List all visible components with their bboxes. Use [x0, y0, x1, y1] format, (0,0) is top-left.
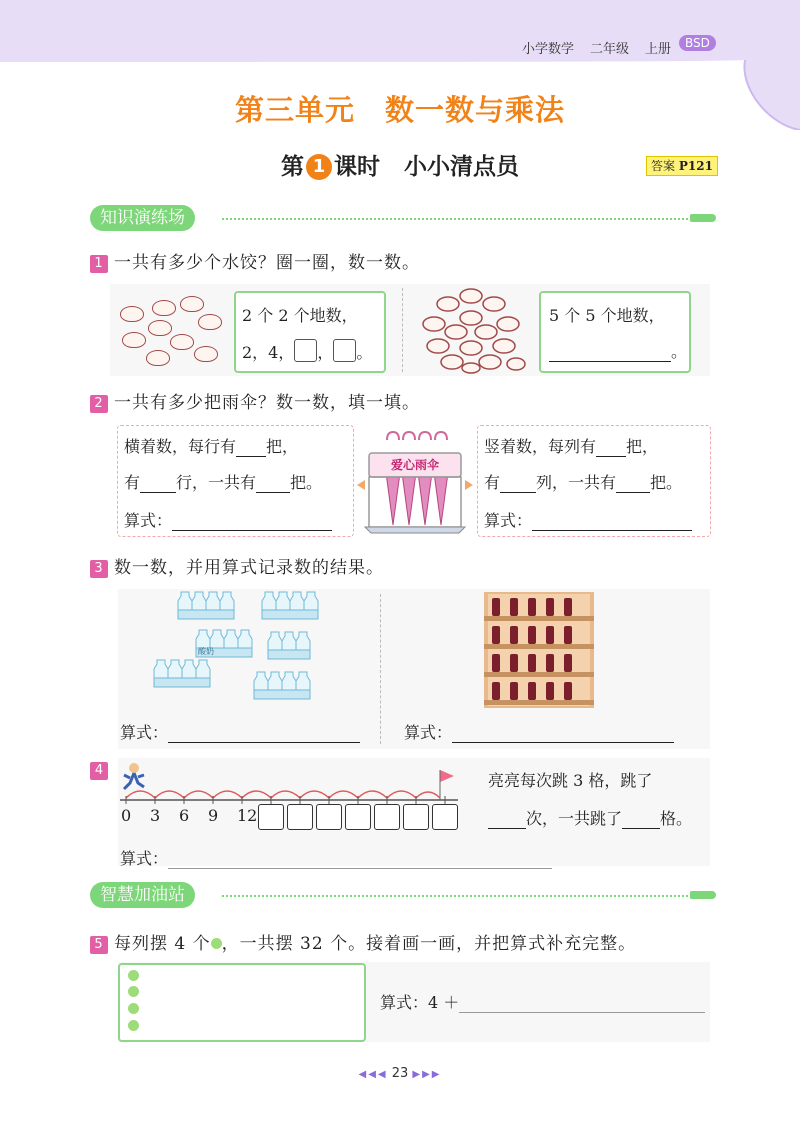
milk-bottles-illustration — [150, 590, 320, 708]
divider — [380, 594, 381, 744]
question-5 — [90, 929, 636, 954]
answer-blank[interactable] — [549, 342, 671, 362]
q2-left-line2: 有 行，一共有 把。 — [124, 473, 323, 492]
lesson-number-badge: 1 — [306, 154, 332, 180]
tick-label: 0 — [121, 806, 132, 825]
answer-cell[interactable] — [403, 804, 429, 830]
green-dot-icon — [128, 970, 139, 981]
answer-blank[interactable] — [236, 437, 266, 457]
q1-right-box — [539, 291, 691, 373]
answer-blank[interactable] — [616, 473, 650, 493]
answer-cell[interactable] — [258, 804, 284, 830]
question-number: 5 — [90, 936, 108, 954]
answer-cell[interactable] — [345, 804, 371, 830]
q2-left-line1: 横着数，每行有 把， — [124, 437, 299, 456]
formula-blank[interactable] — [532, 511, 692, 531]
question-text: 一共有多少把雨伞？数一数，填一填。 — [114, 393, 420, 413]
pencil-icon — [690, 891, 716, 899]
question-1 — [90, 248, 420, 273]
pencil-icon — [690, 214, 716, 222]
umbrella-sign: 爱心雨伞 — [390, 458, 439, 472]
dumpling-icon — [170, 334, 194, 350]
q2-left-formula: 算式： — [124, 508, 332, 531]
q2-left-box — [117, 425, 354, 537]
q2-right-line1: 竖着数，每列有 把， — [484, 437, 659, 456]
right-arrows-icon: ▶▶▶ — [412, 1069, 442, 1080]
number-line — [118, 760, 468, 806]
q2-right-formula: 算式： — [484, 508, 692, 531]
section-divider — [222, 895, 692, 897]
answer-blank[interactable] — [140, 473, 176, 493]
dumpling-icon — [194, 346, 218, 362]
dumplings-group-left — [110, 288, 230, 372]
green-dot-icon — [128, 1003, 139, 1014]
section-practice: 知识演练场 — [90, 205, 195, 231]
tick-label: 12 — [237, 806, 258, 825]
answer-blank[interactable] — [500, 473, 536, 493]
divider — [402, 288, 403, 372]
dumpling-icon — [120, 306, 144, 322]
q1-left-line2: 2，4， ， 。 — [242, 339, 372, 363]
answer-blank[interactable] — [622, 809, 660, 829]
section-challenge: 智慧加油站 — [90, 882, 195, 908]
question-text: 数一数，并用算式记录数的结果。 — [114, 558, 384, 578]
umbrella-stand-illustration — [355, 425, 475, 535]
tick-label: 3 — [150, 806, 161, 825]
q2-right-line2: 有 列，一共有 把。 — [484, 473, 683, 492]
dumplings-group-right — [416, 284, 526, 374]
page-number: 23 — [391, 1066, 409, 1081]
formula-blank[interactable] — [168, 723, 360, 743]
question-text: 每列摆 4 个 — [114, 934, 211, 954]
q3-right-formula: 算式： — [404, 720, 674, 743]
dumpling-icon — [198, 314, 222, 330]
dumpling-icon — [180, 296, 204, 312]
dumpling-icon — [146, 350, 170, 366]
dumpling-icon — [122, 332, 146, 348]
left-arrows-icon: ◀◀◀ — [358, 1069, 388, 1080]
green-dot-icon — [128, 1020, 139, 1031]
lesson-name: 小小清点员 — [404, 154, 520, 180]
bottle-shelf-illustration — [484, 592, 594, 708]
dumpling-icon — [148, 320, 172, 336]
answer-page: P121 — [678, 159, 713, 173]
answer-cell[interactable] — [316, 804, 342, 830]
q4-formula: 算式： — [120, 846, 552, 869]
answer-reference[interactable] — [646, 156, 718, 176]
formula-blank[interactable] — [452, 723, 674, 743]
page-footer — [0, 1066, 800, 1081]
edition-badge: BSD — [679, 35, 716, 51]
section-divider — [222, 218, 692, 220]
drawing-area[interactable] — [118, 963, 366, 1042]
q2-right-box — [477, 425, 711, 537]
answer-cell[interactable] — [374, 804, 400, 830]
unit-title: 第三单元 数一数与乘法 — [234, 93, 565, 127]
dumpling-icon — [152, 300, 176, 316]
answer-blank[interactable] — [256, 473, 290, 493]
header-subject: 小学数学 — [522, 42, 575, 57]
number-line-answer-cells — [258, 804, 461, 834]
q1-left-line1: 2 个 2 个地数， — [242, 306, 358, 325]
lesson-suffix: 课时 — [333, 154, 380, 180]
answer-box[interactable] — [294, 339, 317, 362]
question-number: 3 — [90, 560, 108, 578]
q4-text-line1: 亮亮每次跳 3 格，跳了 — [488, 771, 653, 790]
q3-left-formula: 算式： — [120, 720, 360, 743]
question-text-cont: ，一共摆 32 个。接着画一画，并把算式补充完整。 — [221, 934, 637, 954]
tick-label: 9 — [208, 806, 219, 825]
header-grade: 二年级 — [590, 42, 630, 57]
q1-left-box — [234, 291, 386, 373]
green-dot-icon — [128, 986, 139, 997]
question-2 — [90, 388, 420, 413]
q5-formula: 算式：4 ＋ — [380, 990, 705, 1013]
q1-right-line1: 5 个 5 个地数， — [549, 306, 665, 325]
q4-text-line2: 次，一共跳了 格。 — [488, 806, 692, 829]
header-volume: 上册 — [645, 42, 672, 57]
question-number: 2 — [90, 395, 108, 413]
question-4 — [90, 760, 114, 780]
green-dot-icon — [211, 938, 222, 949]
answer-cell[interactable] — [432, 804, 458, 830]
q1-right-line2: 。 — [549, 339, 687, 362]
answer-box[interactable] — [333, 339, 356, 362]
milk-label: 酸奶 — [198, 647, 214, 656]
formula-blank[interactable] — [459, 993, 705, 1013]
question-text: 一共有多少个水饺？圈一圈，数一数。 — [114, 253, 420, 273]
answer-blank[interactable] — [488, 809, 526, 829]
number-line-ticks — [121, 806, 266, 825]
question-number: 1 — [90, 255, 108, 273]
formula-blank[interactable] — [172, 511, 332, 531]
question-number: 4 — [90, 762, 108, 780]
lesson-prefix: 第 — [280, 154, 304, 180]
question-3 — [90, 553, 384, 578]
answer-blank[interactable] — [596, 437, 626, 457]
answer-cell[interactable] — [287, 804, 313, 830]
tick-label: 6 — [179, 806, 190, 825]
answer-label: 答案 — [651, 159, 676, 173]
formula-blank[interactable] — [168, 849, 552, 869]
